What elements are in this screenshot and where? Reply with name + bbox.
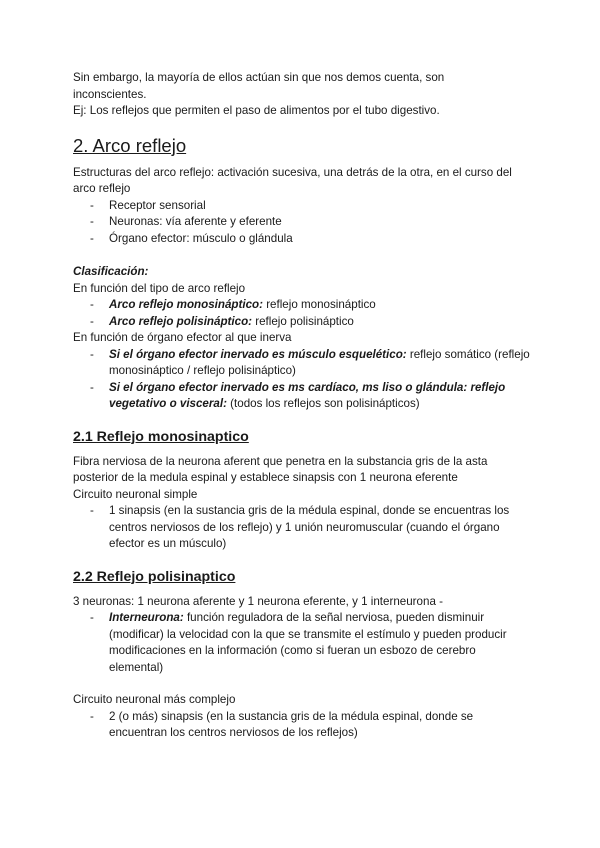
section-heading-reflejo-monosinaptico: 2.1 Reflejo monosinaptico [73,428,249,445]
intro-line-1: Sin embargo, la mayoría de ellos actúan sin que nos demos cuenta, son [73,71,445,84]
clasificacion-title: Clasificación: [73,265,149,278]
dash-bullet: - [90,231,94,245]
dash-bullet: - [90,347,94,361]
monosinaptico-list [73,503,533,553]
list-item: - 1 sinapsis (en la sustancia gris de la médula espinal, donde se encuentras los centros nerviosos de los reflejo) y 1 unión neuromuscular (cuando el órgano efector es un músculo) [90,504,510,550]
clasificacion-subtitle-2: En función de órgano efector al que inerva [73,331,292,344]
clasificacion-subtitle-1: En función del tipo de arco reflejo [73,281,246,295]
dash-bullet: - [90,215,94,228]
dash-bullet: - [90,504,94,517]
section-heading-arco-reflejo: 2. Arco reflejo [73,134,187,156]
polisinaptico-text-1: 3 neuronas: 1 neurona aferente y 1 neurona eferente, y 1 interneurona - [73,594,443,608]
page-content [73,70,533,742]
section-heading-reflejo-polisinaptico: 2.2 Reflejo polisinaptico [73,568,236,585]
monosinaptico-text-2: Circuito neuronal simple [73,487,198,501]
list-item: - Arco reflejo monosináptico: reflejo monosináptico [90,297,533,314]
intro-line-2: inconscientes. [73,87,147,101]
list-item: - Neuronas: vía aferente y eferente [90,214,533,231]
estructuras-list [73,198,533,248]
list-item: - Arco reflejo polisináptico: reflejo polisináptico [90,314,533,331]
dash-bullet: - [90,709,94,723]
clasificacion-list-1 [73,297,533,330]
list-item: - Interneurona: función reguladora de la señal nerviosa, pueden disminuir (modificar) la velocidad con la que se transmite el estímulo y pueden producir modificaciones en la información (como si fueran un esbozo de cerebro elemental) [90,611,507,674]
dash-bullet: - [90,380,94,394]
list-item: - Órgano efector: músculo o glándula [90,231,533,248]
dash-bullet: - [90,198,94,212]
dash-bullet: - [90,298,94,311]
clasificacion-list-2 [73,347,533,413]
list-item: - Si el órgano efector inervado es músculo esquelético: reflejo somático (reflejo monosináptico / reflejo polisináptico) [90,347,530,377]
polisinaptico-list-1 [73,610,533,676]
list-item: - 2 (o más) sinapsis (en la sustancia gris de la médula espinal, donde se encuentran los centros nerviosos de los reflejos) [90,709,474,739]
dash-bullet: - [90,314,94,328]
dash-bullet: - [90,611,94,624]
polisinaptico-list-2 [73,709,533,742]
intro-line-3: Ej: Los reflejos que permiten el paso de alimentos por el tubo digestivo. [73,104,440,117]
list-item: - Si el órgano efector inervado es ms cardíaco, ms liso o glándula: reflejo vegetativo o visceral: (todos los reflejos son polisinápticos) [90,380,506,410]
monosinaptico-text-1: Fibra nerviosa de la neurona aferent que penetra en la substancia gris de la asta posterior de la medula espinal y establece sinapsis con 1 neurona eferente [73,454,488,484]
list-item: - Receptor sensorial [90,198,533,215]
polisinaptico-text-2: Circuito neuronal más complejo [73,693,236,706]
section-text-estructuras: Estructuras del arco reflejo: activación sucesiva, una detrás de la otra, en el curso del arco reflejo [73,165,512,195]
